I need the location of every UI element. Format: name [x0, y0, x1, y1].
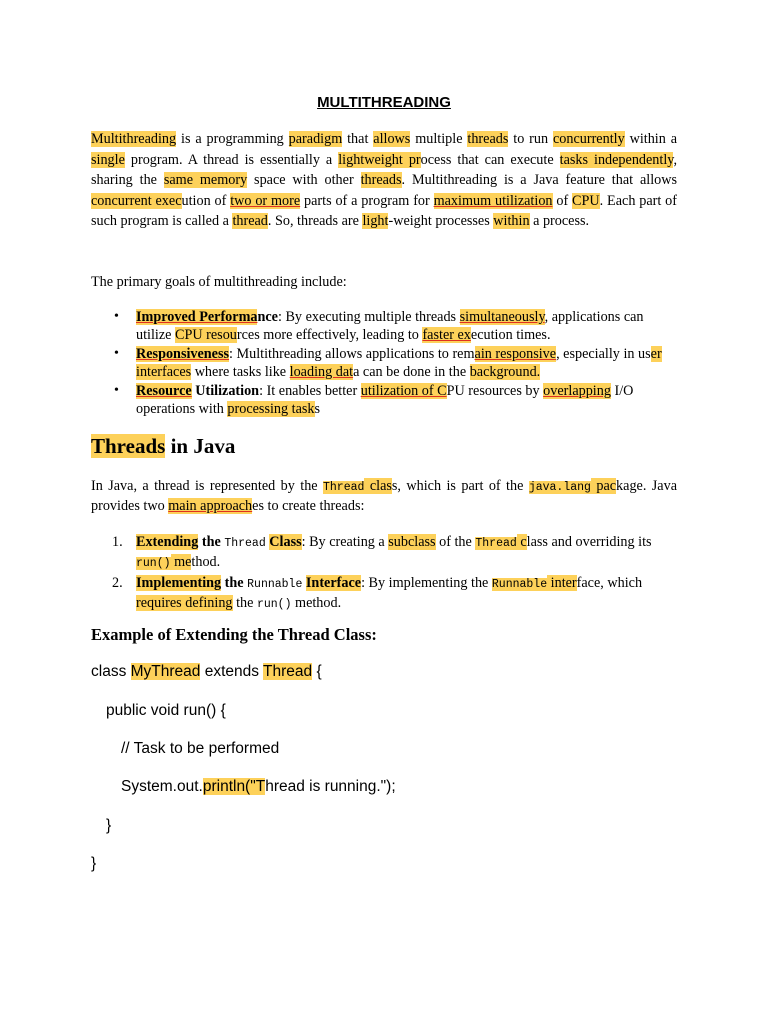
example-heading: Example of Extending the Thread Class:: [91, 625, 377, 644]
text: of the: [435, 534, 476, 550]
hl-text: clas: [364, 478, 392, 494]
text: space with other: [247, 172, 361, 189]
hl-text: Extending: [136, 534, 199, 550]
hl-text: loading dat: [289, 364, 354, 381]
hl-text: background.: [469, 364, 541, 381]
hl-text: Thread: [263, 663, 313, 680]
hl-text: concurrent exec: [91, 192, 182, 209]
text: . Each part of such program is called a: [91, 192, 677, 230]
hl-text: same memory: [163, 172, 248, 189]
hl-text: processing task: [227, 401, 315, 418]
hl-code: Runnable: [491, 577, 548, 591]
text: the: [232, 595, 257, 612]
hl-text: allows: [373, 131, 411, 147]
text: lass and overriding its: [526, 534, 652, 550]
hl-text: Implementing: [136, 574, 222, 591]
hl-code: run(): [136, 557, 171, 571]
page-title: MULTITHREADING: [317, 94, 451, 111]
text: , especially in us: [556, 345, 651, 362]
bullet: •: [114, 382, 119, 398]
hl-text: er interfaces: [136, 345, 662, 381]
text: face, which: [576, 574, 643, 591]
code-line: [121, 778, 396, 796]
code-line: public void run() {: [106, 702, 226, 719]
hl-text: CPU: [572, 192, 600, 209]
text: is a programming: [176, 131, 289, 147]
hl-code: java.lang: [528, 481, 591, 494]
text: multiple: [410, 131, 468, 147]
hl-text: Threads: [91, 434, 166, 458]
text: s: [314, 401, 321, 418]
text: where tasks like: [191, 364, 290, 381]
list-number: 2.: [112, 574, 123, 591]
text: : Multithreading allows applications to rem: [229, 345, 475, 362]
hl-text: requires defining: [136, 595, 233, 612]
text: method.: [291, 595, 342, 612]
text: hread is running.");: [265, 778, 396, 795]
hl-text: tasks independently: [559, 151, 674, 168]
text: I/O operations with: [136, 382, 634, 418]
text: within a: [624, 131, 678, 147]
code-line: }: [106, 817, 112, 834]
text: a can be done in the: [353, 364, 470, 381]
hl-text: lightweight pr: [338, 151, 421, 168]
text: parts of a program for: [300, 192, 434, 209]
hl-text: two or more: [230, 192, 301, 209]
text: that: [342, 131, 374, 147]
code-line: [91, 663, 322, 681]
hl-code: Thread: [323, 481, 365, 494]
hl-text: subclass: [388, 534, 436, 550]
text: : By creating a: [301, 534, 389, 550]
hl-text: c: [516, 534, 527, 550]
list-number: 1.: [112, 534, 123, 550]
text: class: [91, 663, 131, 680]
text: in Java: [165, 434, 236, 458]
hl-text: threads: [360, 172, 402, 189]
hl-text: paradigm: [288, 131, 343, 147]
text: System.out.: [121, 778, 203, 795]
hl-text: thread: [232, 213, 268, 230]
text: In Java, a thread is represented by the: [91, 478, 323, 494]
hl-text: Resource: [136, 382, 192, 399]
list-item: [91, 308, 677, 345]
list-item: [91, 382, 677, 419]
text: -weight processes: [388, 213, 494, 230]
text: . So, threads are: [267, 213, 363, 230]
text: to run: [508, 131, 553, 147]
intro-paragraph: [91, 129, 677, 232]
code-text: Runnable: [247, 577, 303, 591]
hl-text: overlapping: [543, 382, 611, 399]
hl-text: Improved Performa: [136, 309, 258, 325]
approaches-list: [91, 533, 677, 615]
text: the: [198, 534, 225, 550]
list-item: [91, 533, 677, 574]
hl-text: main approach: [168, 498, 253, 515]
text: , sharing the: [91, 151, 678, 189]
text: a process.: [529, 213, 590, 230]
hl-text: Responsiveness: [136, 345, 230, 362]
hl-text: simultaneously: [459, 309, 545, 325]
hl-text: println("T: [202, 778, 266, 795]
java-paragraph: [91, 477, 677, 516]
text: thod.: [191, 554, 221, 571]
code-text: Thread: [224, 537, 266, 550]
hl-text: Class: [269, 534, 302, 550]
hl-text: faster ex: [422, 327, 471, 344]
text: rces more effectively, leading to: [236, 327, 423, 344]
text: es to create threads:: [252, 498, 365, 515]
hl-text: CPU resou: [175, 327, 237, 344]
text: s, which is part of the: [391, 478, 529, 494]
text: kage. Java provides two: [91, 478, 677, 515]
code-line: // Task to be performed: [121, 740, 280, 757]
text: : By implementing the: [361, 574, 492, 591]
hl-text: threads: [467, 131, 509, 147]
bullet: •: [114, 309, 119, 324]
hl-text: pac: [590, 478, 617, 494]
list-item: [91, 345, 677, 382]
hl-text: utilization of C: [360, 382, 447, 399]
text: , applications can utilize: [136, 309, 644, 344]
hl-text: MyThread: [130, 663, 201, 680]
text: ecution times.: [470, 327, 551, 344]
text: : By executing multiple threads: [277, 309, 460, 325]
text: extends: [200, 663, 264, 680]
threads-heading: [91, 434, 235, 459]
hl-text: Interface: [305, 574, 362, 591]
hl-text: Multithreading: [91, 131, 177, 147]
code-text: run(): [256, 598, 292, 612]
hl-text: within: [493, 213, 530, 230]
text: of: [552, 192, 573, 209]
text: Utilization: [191, 382, 260, 399]
text: ution of: [181, 192, 231, 209]
bullet: •: [114, 345, 119, 361]
text: nce: [257, 309, 278, 325]
hl-text: ain responsive: [474, 345, 557, 362]
hl-text: light: [362, 213, 389, 230]
text: . Multithreading is a Java feature that allows: [401, 172, 677, 189]
text: program. A thread is essentially a: [124, 151, 339, 168]
hl-text: concurrently: [552, 131, 625, 147]
text: {: [312, 663, 322, 680]
code-line: }: [91, 855, 97, 872]
text: ocess that can execute: [420, 151, 560, 168]
list-item: [91, 574, 677, 615]
hl-text: me: [170, 554, 192, 571]
hl-text: inter: [547, 574, 577, 591]
hl-code: Thread: [475, 537, 517, 550]
text: PU resources by: [446, 382, 544, 399]
hl-text: single: [91, 151, 125, 168]
goals-list: [91, 308, 677, 418]
hl-text: maximum utilization: [433, 192, 553, 209]
goals-intro: The primary goals of multithreading include:: [91, 274, 347, 290]
text: : It enables better: [259, 382, 361, 399]
text: the: [221, 574, 248, 591]
